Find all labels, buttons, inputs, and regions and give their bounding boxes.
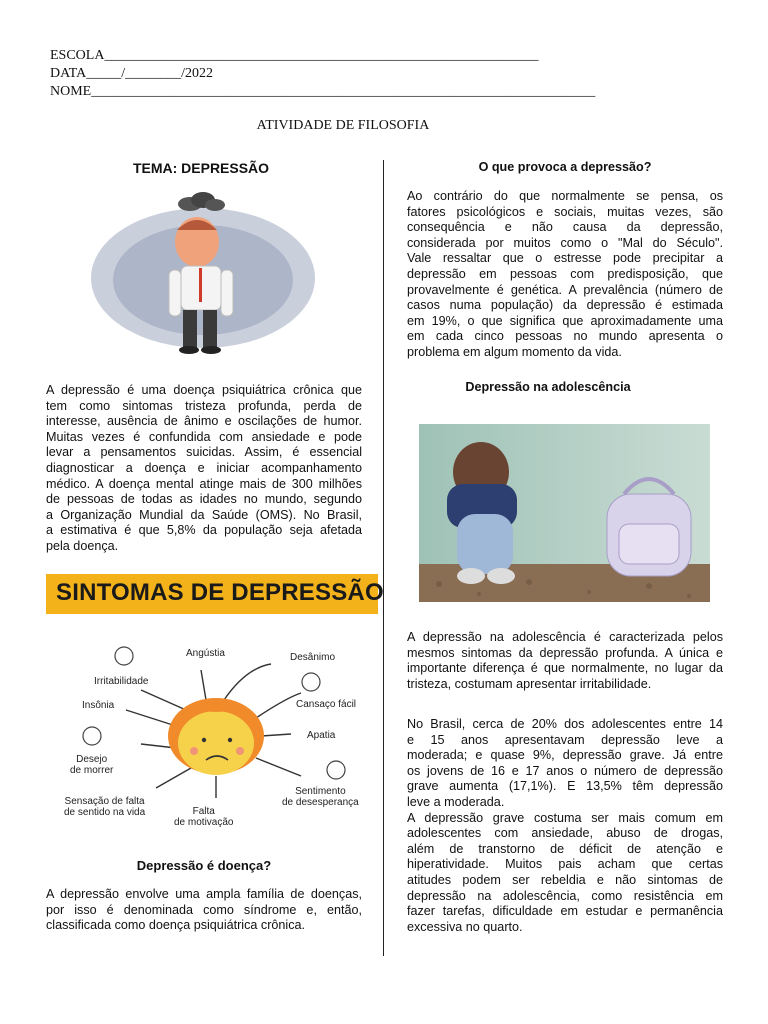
causes-paragraph: Ao contrário do que normalmente se pensa, os fatores psicológicos e sociais, muitas vezes, são consequência e não causa da depressão, considerada por muitos como o "Mal do Século". Vale ressaltar que o estresse pode precipitar a depressão em pessoas com predisposição, que provavelmente é genética. A prevalência (número de casos numa população) da depressão é estimada em 19%, o que significa que aproximadamente uma em cada cinco pessoas no mundo apresenta o problema em algum momento da vida. (407, 189, 723, 359)
disease-paragraph: A depressão envolve uma ampla família de doenças, por isso é denominada como síndrome e, então, classificada como doença psiquiátrica crônica. (46, 887, 362, 933)
symptom-sentimento: Sentimento de desesperança (282, 786, 359, 808)
school-field: ESCOLA______________________________________________________________ (50, 48, 539, 63)
adolescence-heading: Depressão na adolescência (465, 380, 631, 394)
name-field: NOME________________________________________________________________________ (50, 84, 596, 99)
symptom-desanimo: Desânimo (290, 652, 336, 663)
sad-teen-photo (419, 424, 710, 602)
intro-paragraph: A depressão é uma doença psiquiátrica crônica que tem como sintomas tristeza profunda, perda de interesse, ausência de ânimo e oscilações de humor. Muitas vezes é confundida com ansiedade e pode levar a pensamentos suicidas. Assim, é essencial diagnosticar a doença e iniciar acompanhamento médico. A doença mental atinge mais de 300 milhões de pessoas de todas as idades no mundo, segundo a Organização Mundial da Saúde (OMS). No Brasil, a estimativa é que 5,8% da população seja afetada pela doença. (46, 383, 362, 553)
column-divider (383, 160, 384, 956)
date-field: DATA_____/________/2022 (50, 66, 213, 81)
sad-man-illustration (85, 190, 321, 356)
symptom-sensacao: Sensação de falta de sentido na vida (64, 796, 146, 818)
symptom-apatia: Apatia (307, 730, 336, 741)
theme-heading: TEMA: DEPRESSÃO (132, 160, 270, 176)
adolescence-paragraph-2: No Brasil, cerca de 20% dos adolescentes entre 14 e 15 anos apresentavam depressão leve a moderada; e quase 9%, depressão grave. Já entre os jovens de 16 e 17 anos o número de depressão grave aumenta (17,1%). E 13,5% têm depressão leve a moderada. A depressão grave costuma ser mais comum em adolescentes com ansiedade, abuso de drogas, além de transtorno de déficit de atenção e hiperatividade. Muitos pais acham que certas atitudes podem ser rebeldia e não sintomas de depressão na adolescência, como resistência em fazer tarefas, dificuldade em estudar e permanência excessiva no quarto. (407, 717, 723, 934)
page-title: ATIVIDADE DE FILOSOFIA (256, 118, 430, 133)
symptom-irritabilidade: Irritabilidade (94, 676, 149, 687)
symptom-angustia: Angústia (186, 648, 225, 659)
symptoms-banner: SINTOMAS DE DEPRESSÃO (46, 574, 378, 614)
symptom-desejo: Desejo de morrer (70, 754, 114, 776)
symptom-cansaco: Cansaço fácil (296, 699, 357, 710)
causes-heading: O que provoca a depressão? (478, 160, 652, 174)
symptom-falta: Falta de motivação (174, 806, 234, 828)
adolescence-paragraph-1: A depressão na adolescência é caracterizada pelos mesmos sintomas da depressão profunda. A única e importante diferença é que normalmente, no lugar da tristeza, costumam apresentar irritabilidade. (407, 630, 723, 691)
symptom-insonia: Insônia (82, 700, 115, 711)
disease-heading: Depressão é doença? (136, 858, 272, 873)
